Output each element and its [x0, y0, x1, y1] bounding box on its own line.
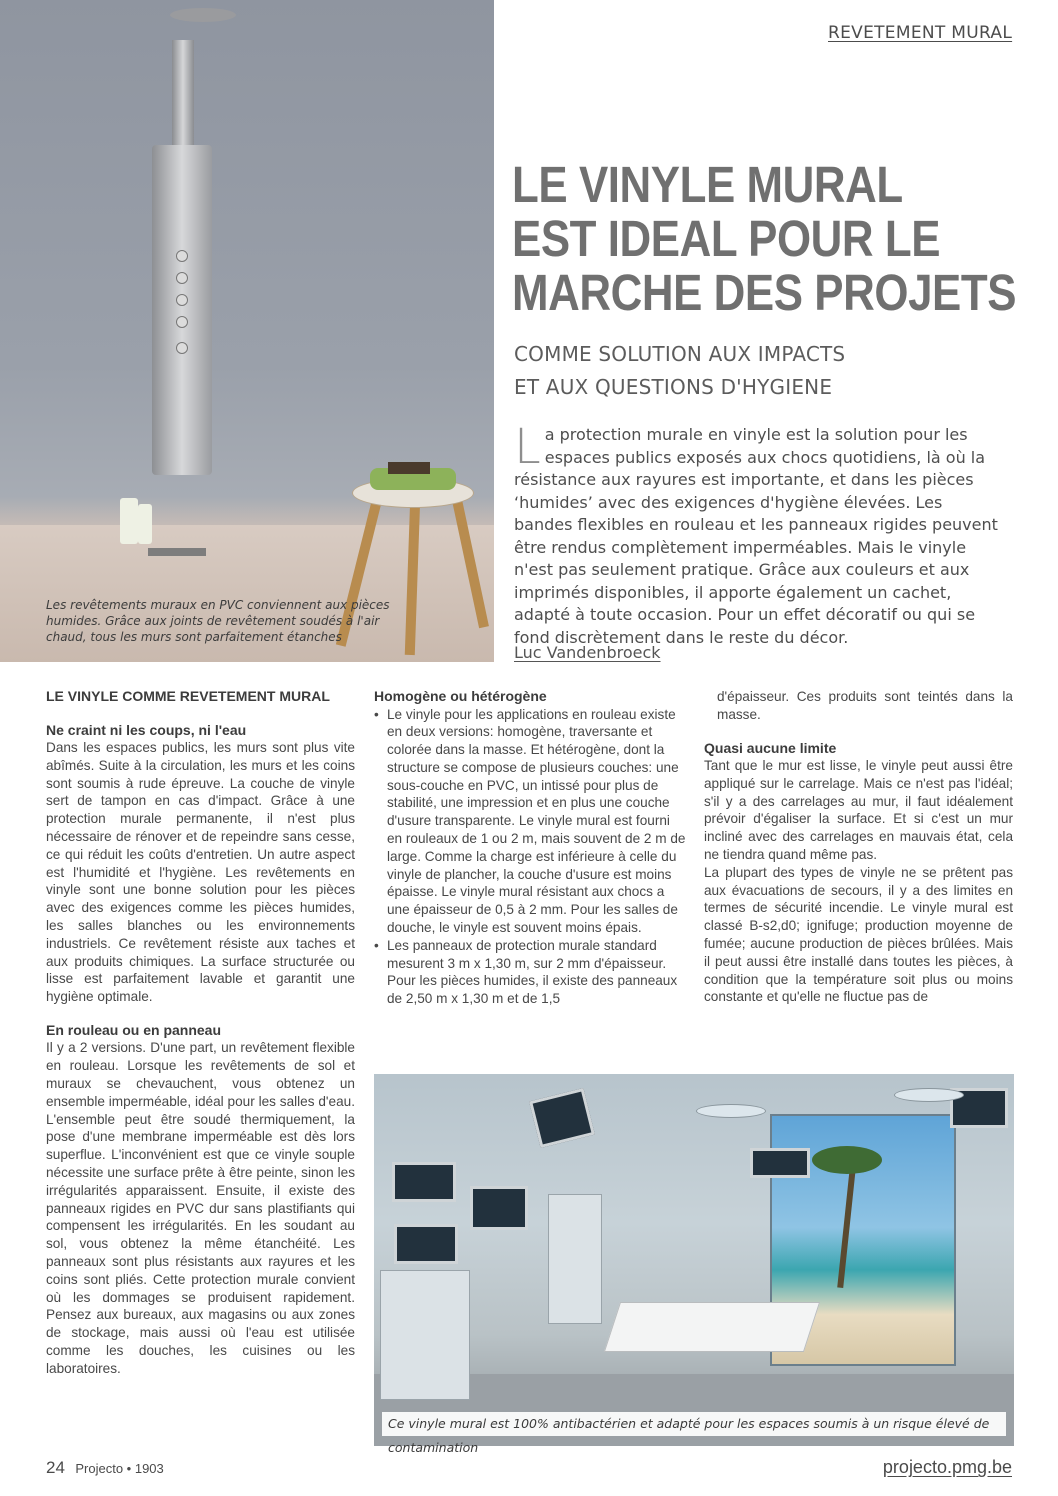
headline-line: MARCHE DES PROJETS	[512, 264, 1017, 321]
body-paragraph: Il y a 2 versions. D'une part, un revêtement flexible en rouleau. Lorsque les revêtements de sol et muraux se chevauchent, vous obtenez un ensemble imperméable, idéal pour les salles d'eau. L'ensemble peut être soudé thermiquement, la pose d'une membrane imperméable est dès lors superflue. L'inconvénient est que ce vinyle souple nécessite une surface prête à être peinte, sinon les irrégularités apparaissent. Ensuite, il existe des panneaux rigides en PVC dur sans plastifiants qui compensent les irrégularités. En les soudant au sol, vous obtenez la même étanchéité. Les panneaux sont plus résistants aux rayures et les coins sont pliés. Cette protection murale convient où les dommages se produisent rapidement. Pensez aux bureaux, aux magasins ou aux zones de stockage, mais aussi où l'eau est utilisée comme les douches, les cuisines ou les laboratoires.	[46, 1040, 355, 1376]
subheadline	[514, 338, 1034, 404]
hero-caption: Les revêtements muraux en PVC conviennent aux pièces humides. Grâce aux joints de revêtement soudés à l'air chaud, tous les murs sont parfaitement étanches	[46, 598, 390, 644]
body-paragraph: Dans les espaces publics, les murs sont plus vite abîmés. Suite à la circulation, les murs et les coins sont soumis à rude épreuve. La couche de vinyle sert de tampon en cas d'impact. Grâce à une protection murale permanente, il n'est plus nécessaire de rénover et de repeindre sans cesse, ce qui réduit les coûts d'entretien. Un autre aspect est l'humidité et l'hygiène. Les revêtements en vinyle sont une bonne solution pour les pièces avec des exigences comme les pièces humides, les salles blanches ou les environnements industriels. Ce revêtement résiste aux taches et aux produits chimiques. La surface structurée ou lisse est parfaitement lavable et garantit une hygiène optimale.	[46, 740, 355, 1005]
shower-knob	[176, 342, 188, 354]
shower-knob	[176, 272, 188, 284]
hero-photo-shower	[0, 0, 494, 662]
footer-page-info	[46, 1458, 164, 1478]
continued-bullet-text: d'épaisseur. Ces produits sont teintés dans la masse.	[717, 689, 1013, 722]
equipment-cart	[548, 1194, 602, 1324]
list-item: • Le vinyle pour les applications en rouleau existe en deux versions: homogène, traversante et colorée dans la masse. Et hétérogène, dont la structure se compose de plusieurs couches: une sous-couche en PVC, un intissé pour plus de stabilité, une impression et en plus une couche d'usure transparente. Le vinyle mural est fourni en rouleaux de 1 ou 2 m, mais souvent de 2 m de large. Comme la charge est inférieure à celle du vinyle de plancher, la couche d'usure est moins épaisse. Le vinyle mural résistant aux chocs a une épaisseur de 0,5 à 2 mm. Pour les salles de douche, le vinyle est souvent moins épais.	[374, 706, 686, 937]
headline-line: EST IDEAL POUR LE	[512, 210, 941, 267]
bullet-list	[374, 706, 686, 1009]
surgical-lamp	[696, 1104, 766, 1118]
spacer	[46, 1006, 355, 1022]
anesthesia-cart	[380, 1270, 470, 1400]
article-column-2	[374, 688, 686, 1008]
monitor	[750, 1148, 810, 1178]
article-column-1	[46, 688, 355, 1378]
website-link[interactable]: projecto.pmg.be	[882, 1457, 1012, 1477]
publication-issue: Projecto • 1903	[75, 1461, 164, 1476]
shower-knob	[176, 294, 188, 306]
surgical-lamp	[894, 1088, 964, 1102]
column-title: LE VINYLE COMME REVETEMENT MURAL	[46, 688, 330, 704]
headline-line: LE VINYLE MURAL	[512, 156, 903, 213]
author-byline: Luc Vandenbroeck	[514, 643, 661, 662]
shower-head	[170, 8, 236, 22]
operating-table	[604, 1302, 820, 1352]
spacer	[46, 706, 355, 722]
list-item: • Les panneaux de protection murale standard mesurent 3 m x 1,30 m, sur 2 mm d'épaisseur. Pour les pièces humides, il existe des panneaux de 2,50 m x 1,30 m et de 1,5	[374, 937, 686, 1008]
floor-drain	[148, 548, 206, 556]
body-paragraph: Tant que le mur est lisse, le vinyle peut aussi être appliqué sur le carrelage. Mais ce n'est pas l'idéal; s'il y a des carrelages au mur, il faut idéalement prévoir d'égaliser la surface. Et si c'est un mur incliné avec des carrelages en mauvais état, cela ne tiendra quand même pas.	[704, 758, 1013, 863]
operating-room-photo	[374, 1074, 1014, 1455]
intro-paragraph	[514, 419, 1004, 649]
shower-knob	[176, 316, 188, 328]
monitor	[529, 1088, 595, 1148]
bottle	[138, 504, 152, 544]
section-heading: Homogène ou hétérogène	[374, 688, 547, 704]
section-heading: Ne craint ni les coups, ni l'eau	[46, 721, 247, 738]
palm-fronds	[812, 1146, 882, 1174]
bottle	[120, 498, 138, 544]
drop-cap: L	[514, 419, 541, 475]
shower-pipe	[172, 40, 194, 150]
shower-panel	[152, 145, 212, 475]
shower-knob	[176, 250, 188, 262]
section-heading: En rouleau ou en panneau	[46, 1021, 222, 1038]
subhead-line: ET AUX QUESTIONS D'HYGIENE	[514, 375, 833, 399]
spacer	[704, 724, 1013, 740]
monitor	[392, 1162, 456, 1202]
or-photo-caption: Ce vinyle mural est 100% antibactérien et adapté pour les espaces soumis à un risque élevé de contamination	[382, 1412, 1006, 1436]
soap-bar	[388, 462, 430, 474]
monitor	[470, 1186, 528, 1230]
article-column-3	[704, 688, 1013, 1006]
headline	[512, 156, 1017, 321]
page-number: 24	[46, 1458, 65, 1477]
body-paragraph: La plupart des types de vinyle ne se prêtent pas aux évacuations de secours, il y a des limites en termes de sécurité incendie. Le vinyle mural est classé B-s2,d0; ignifuge; production moyenne de fumée; aucune production de pièces brûlées. Mais il peut aussi être installé dans toutes les pièces, à condition que la température soit plus ou moins constante et qu'elle ne fluctue pas de	[704, 864, 1013, 1005]
section-heading: Quasi aucune limite	[704, 739, 837, 756]
monitor	[394, 1224, 458, 1264]
intro-text: a protection murale en vinyle est la solution pour les espaces publics exposés aux chocs quotidiens, là où la résistance aux rayures est importante, et dans les pièces ‘humides’ avec des exigences d'hygiène élevées. Les bandes flexibles en rouleau et les panneaux rigides peuvent être rendus complètement imperméables. Mais le vinyle n'est pas seulement pratique. Grâce aux couleurs et aux imprimés disponibles, il apporte également un cachet, adapté à toute occasion. Pour un effet décoratif ou qui se fond discrètement dans le reste du décor.	[514, 425, 998, 647]
section-label: REVETEMENT MURAL	[828, 23, 1013, 43]
subhead-line: COMME SOLUTION AUX IMPACTS	[514, 342, 846, 366]
